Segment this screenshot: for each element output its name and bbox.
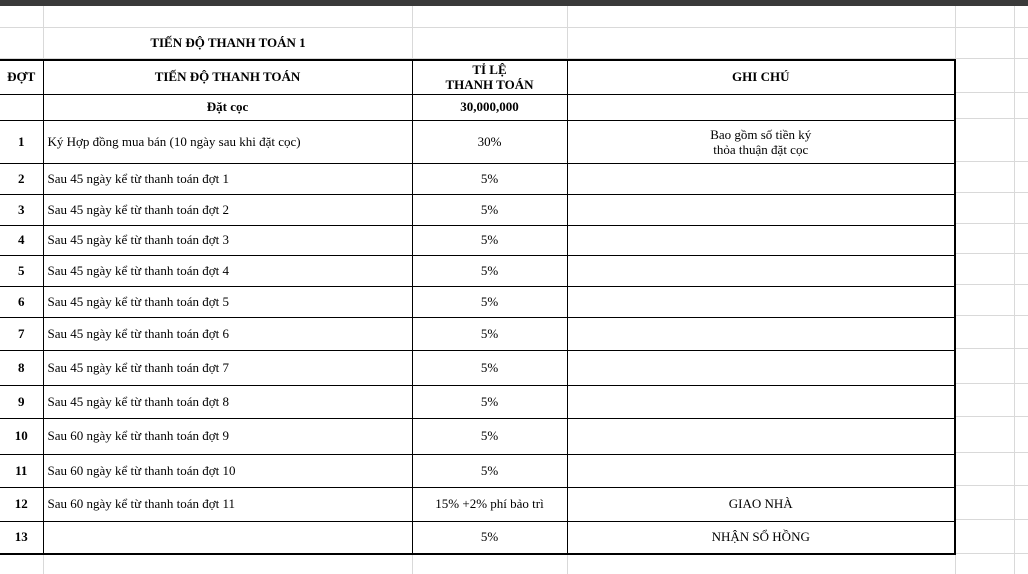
table-row	[0, 225, 955, 255]
payment-desc[interactable]: Sau 45 ngày kể từ thanh toán đợt 3	[43, 225, 412, 255]
payment-desc[interactable]: Sau 45 ngày kể từ thanh toán đợt 1	[43, 163, 412, 194]
payment-rate[interactable]: 5%	[412, 255, 567, 286]
payment-note[interactable]: NHẬN SỔ HỒNG	[567, 521, 955, 554]
gridline	[1014, 6, 1015, 574]
payment-rate[interactable]: 5%	[412, 385, 567, 418]
payment-note[interactable]	[567, 255, 955, 286]
dot-number[interactable]: 4	[0, 225, 43, 255]
payment-note[interactable]: Bao gồm số tiền ký thỏa thuận đặt cọc	[567, 120, 955, 163]
dot-number[interactable]: 1	[0, 120, 43, 163]
table-row	[0, 350, 955, 385]
payment-rate[interactable]: 5%	[412, 454, 567, 487]
payment-note[interactable]	[567, 350, 955, 385]
payment-note[interactable]	[567, 454, 955, 487]
header-row	[0, 60, 955, 94]
payment-rate[interactable]: 5%	[412, 194, 567, 225]
payment-rate[interactable]: 5%	[412, 286, 567, 317]
dot-number[interactable]: 10	[0, 418, 43, 454]
payment-rate[interactable]: 5%	[412, 418, 567, 454]
payment-desc[interactable]: Ký Hợp đồng mua bán (10 ngày sau khi đặt cọc)	[43, 120, 412, 163]
table-row	[0, 317, 955, 350]
table-row	[0, 194, 955, 225]
dot-number[interactable]: 9	[0, 385, 43, 418]
table-row	[0, 454, 955, 487]
window-top-bar	[0, 0, 1028, 6]
dot-number[interactable]: 13	[0, 521, 43, 554]
dot-number[interactable]: 7	[0, 317, 43, 350]
table-row	[0, 521, 955, 554]
dot-number[interactable]: 5	[0, 255, 43, 286]
payment-schedule-table	[0, 59, 956, 555]
payment-desc[interactable]: Sau 45 ngày kể từ thanh toán đợt 6	[43, 317, 412, 350]
payment-rate[interactable]: 5%	[412, 163, 567, 194]
table-row	[0, 385, 955, 418]
dot-number[interactable]: 6	[0, 286, 43, 317]
dot-number[interactable]: 3	[0, 194, 43, 225]
payment-note[interactable]	[567, 225, 955, 255]
payment-rate[interactable]: 5%	[412, 317, 567, 350]
payment-note[interactable]: GIAO NHÀ	[567, 487, 955, 521]
table-row	[0, 255, 955, 286]
payment-desc[interactable]: Sau 45 ngày kể từ thanh toán đợt 2	[43, 194, 412, 225]
sheet-title: TIẾN ĐỘ THANH TOÁN 1	[44, 28, 412, 58]
payment-rate[interactable]: 15% +2% phí bảo trì	[412, 487, 567, 521]
payment-desc[interactable]: Sau 45 ngày kể từ thanh toán đợt 5	[43, 286, 412, 317]
table-row	[0, 120, 955, 163]
deposit-row	[0, 94, 955, 120]
table-row	[0, 418, 955, 454]
payment-note[interactable]	[567, 317, 955, 350]
payment-desc[interactable]: Sau 45 ngày kể từ thanh toán đợt 4	[43, 255, 412, 286]
header-dot[interactable]: ĐỢT	[0, 60, 43, 94]
payment-desc[interactable]: Sau 60 ngày kể từ thanh toán đợt 11	[43, 487, 412, 521]
dot-number[interactable]: 8	[0, 350, 43, 385]
table-row	[0, 487, 955, 521]
payment-rate[interactable]: 5%	[412, 521, 567, 554]
header-tien-do[interactable]: TIẾN ĐỘ THANH TOÁN	[43, 60, 412, 94]
table-row	[0, 163, 955, 194]
payment-rate[interactable]: 5%	[412, 225, 567, 255]
payment-note[interactable]	[567, 418, 955, 454]
table-row	[0, 286, 955, 317]
payment-note[interactable]	[567, 194, 955, 225]
payment-rate[interactable]: 5%	[412, 350, 567, 385]
dot-number[interactable]: 11	[0, 454, 43, 487]
header-ti-le[interactable]: TỈ LỆ THANH TOÁN	[412, 60, 567, 94]
dot-number[interactable]: 2	[0, 163, 43, 194]
dot-number[interactable]: 12	[0, 487, 43, 521]
payment-desc[interactable]: Sau 60 ngày kể từ thanh toán đợt 10	[43, 454, 412, 487]
header-ghi-chu[interactable]: GHI CHÚ	[567, 60, 955, 94]
payment-note[interactable]	[567, 286, 955, 317]
payment-desc[interactable]: Sau 45 ngày kể từ thanh toán đợt 8	[43, 385, 412, 418]
payment-note[interactable]	[567, 163, 955, 194]
payment-note[interactable]	[567, 385, 955, 418]
deposit-amount[interactable]: 30,000,000	[412, 94, 567, 120]
payment-desc[interactable]: Sau 45 ngày kể từ thanh toán đợt 7	[43, 350, 412, 385]
deposit-label[interactable]: Đặt cọc	[43, 94, 412, 120]
payment-rate[interactable]: 30%	[412, 120, 567, 163]
payment-desc[interactable]: Sau 60 ngày kể từ thanh toán đợt 9	[43, 418, 412, 454]
payment-desc[interactable]	[43, 521, 412, 554]
